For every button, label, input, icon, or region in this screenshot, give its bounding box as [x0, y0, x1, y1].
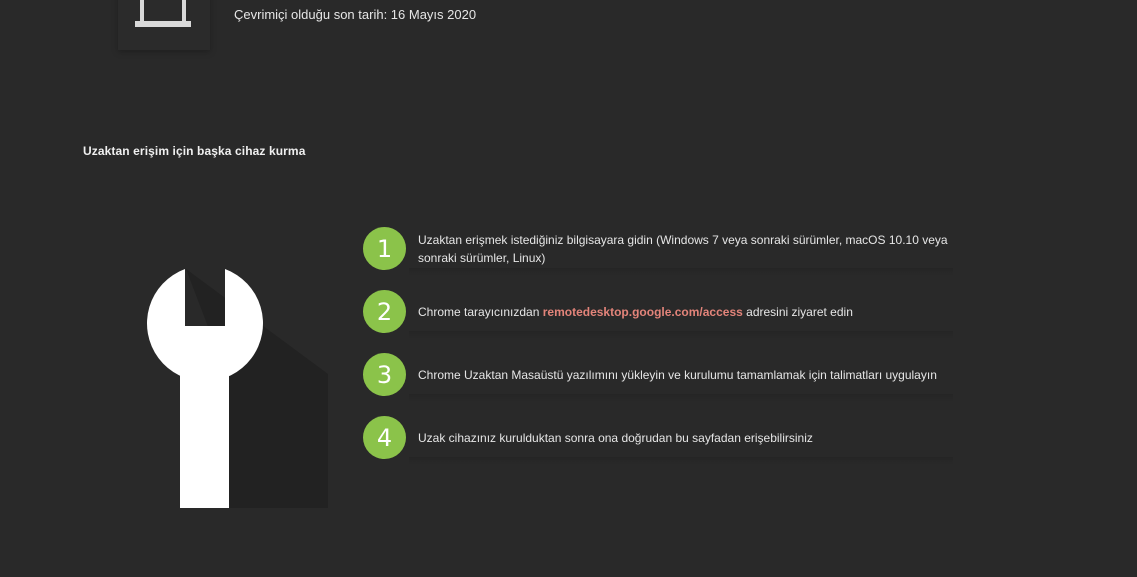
- setup-step: [363, 353, 953, 396]
- step-number: 3: [363, 353, 406, 396]
- setup-step: [363, 416, 953, 459]
- step-text: Chrome Uzaktan Masaüstü yazılımını yükleyin ve kurulumu tamamlamak için talimatları uygulayın: [418, 367, 937, 382]
- step-text-before: Chrome tarayıcınızdan: [418, 304, 543, 319]
- step-text: Uzak cihazınız kurulduktan sonra ona doğrudan bu sayfadan erişebilirsiniz: [418, 430, 813, 445]
- setup-step: [363, 290, 953, 333]
- step-number: 1: [363, 227, 406, 270]
- setup-steps: [363, 227, 953, 479]
- step-text: Uzaktan erişmek istediğiniz bilgisayara gidin (Windows 7 veya sonraki sürümler, macOS 10.10 veya sonraki sürümler, Linux): [418, 232, 948, 265]
- section-title: Uzaktan erişim için başka cihaz kurma: [83, 144, 306, 158]
- step-number: 2: [363, 290, 406, 333]
- wrench-icon: [146, 269, 328, 508]
- remotedesktop-link[interactable]: remotedesktop.google.com/access: [542, 304, 743, 319]
- setup-step: [363, 227, 953, 270]
- laptop-icon: [135, 0, 191, 28]
- step-text: [418, 303, 853, 321]
- device-last-online: Çevrimiçi olduğu son tarih: 16 Mayıs 2020: [234, 7, 477, 22]
- step-text-after: adresini ziyaret edin: [742, 304, 853, 319]
- step-number: 4: [363, 416, 406, 459]
